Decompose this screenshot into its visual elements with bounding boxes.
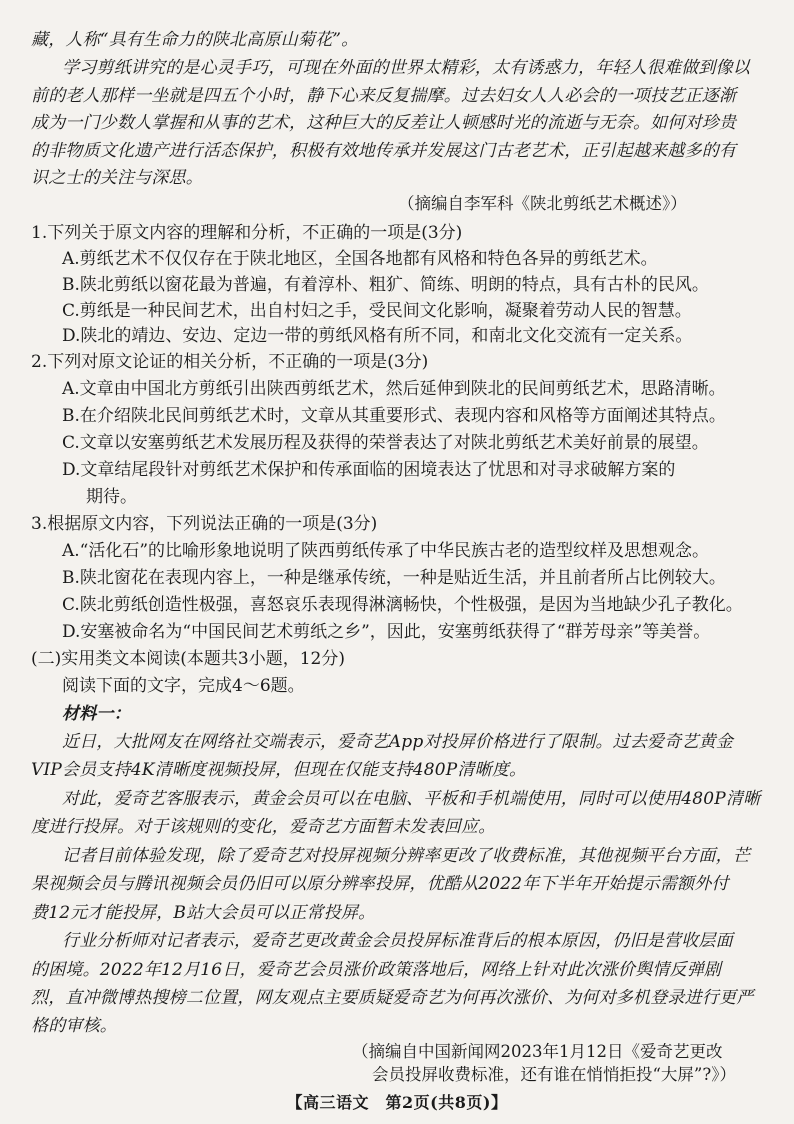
question-option: C.剪纸是一种民间艺术，出自村妇之手，受民间文化影响，凝聚着劳动人民的智慧。 [62, 301, 692, 321]
page-footer: 【高三语文 第2页(共8页)】 [286, 1093, 508, 1112]
passage-line: 的非物质文化遗产进行活态保护，积极有效地传承并发展这门古老艺术，正引起越来越多的有 [31, 141, 737, 161]
material-line: 的困境。2022年12月16日，爱奇艺会员涨价政策落地后，网络上针对此次涨价舆情反弹剧 [31, 960, 722, 980]
passage-line: 识之士的关注与深思。 [31, 168, 203, 188]
section-heading: (二)实用类文本阅读(本题共3小题，12分) [31, 649, 345, 669]
passage-source: （摘编自李军科《陕北剪纸艺术概述》） [398, 194, 687, 213]
material-line: VIP会员支持4K清晰度视频投屏，但现在仅能支持480P清晰度。 [31, 760, 527, 780]
passage-line: 前的老人那样一坐就是四五个小时，静下心来反复揣摩。过去妇女人人必会的一项技艺正逐渐 [31, 86, 737, 106]
material-label: 材料一： [62, 704, 131, 724]
passage-line: 成为一门少数人掌握和从事的艺术，这种巨大的反差让人顿感时光的流逝与无奈。如何对珍贵 [31, 113, 737, 133]
material-line: 度进行投屏。对于该规则的变化，爱奇艺方面暂未发表回应。 [31, 817, 496, 837]
material-source: 会员投屏收费标准，还有谁在悄悄拒投“大屏”?》） [372, 1065, 736, 1084]
question-stem: 3.根据原文内容，下列说法正确的一项是(3分) [31, 514, 378, 534]
question-stem: 2.下列对原文论证的相关分析，不正确的一项是(3分) [31, 352, 429, 372]
question-option: B.陕北窗花在表现内容上，一种是继承传统，一种是贴近生活，并且前者所占比例较大。 [62, 568, 726, 588]
question-option: D.安塞被命名为“中国民间艺术剪纸之乡”，因此，安塞剪纸获得了“群芳母亲”等美誉。 [62, 622, 711, 642]
question-option: D.陕北的靖边、安边、定边一带的剪纸风格有所不同，和南北文化交流有一定关系。 [62, 326, 693, 346]
material-line: 行业分析师对记者表示，爱奇艺更改黄金会员投屏标准背后的根本原因，仍旧是营收层面 [62, 931, 733, 951]
question-option: B.在介绍陕北民间剪纸艺术时，文章从其重要形式、表现内容和风格等方面阐述其特点。 [62, 406, 726, 426]
material-line: 记者目前体验发现，除了爱奇艺对投屏视频分辨率更改了收费标准，其他视频平台方面，芒 [62, 846, 750, 866]
material-source: （摘编自中国新闻网2023年1月12日《爱奇艺更改 [352, 1042, 723, 1061]
passage-line: 学习剪纸讲究的是心灵手巧，可现在外面的世界太精彩，太有诱惑力，年轻人很难做到像以 [62, 58, 750, 78]
material-line: 费12元才能投屏，B站大会员可以正常投屏。 [31, 903, 376, 923]
section-instruction: 阅读下面的文字，完成4～6题。 [62, 676, 305, 696]
question-option: C.陕北剪纸创造性极强，喜怒哀乐表现得淋漓畅快，个性极强，是因为当地缺少孔子教化。 [62, 595, 743, 615]
material-line: 近日，大批网友在网络社交端表示，爱奇艺App对投屏价格进行了限制。过去爱奇艺黄金 [62, 732, 734, 752]
question-option: A.“活化石”的比喻形象地说明了陕西剪纸传承了中华民族古老的造型纹样及思想观念。 [62, 541, 710, 561]
material-line: 格的审核。 [31, 1016, 117, 1036]
material-line: 果视频会员与腾讯视频会员仍旧可以原分辨率投屏，优酷从2022年下半年开始提示需额外付 [31, 874, 729, 894]
question-option: D.文章结尾段针对剪纸艺术保护和传承面临的困境表达了忧思和对寻求破解方案的 [62, 460, 676, 480]
material-line: 对此，爱奇艺客服表示，黄金会员可以在电脑、平板和手机端使用，同时可以使用480P清晰 [62, 789, 761, 809]
question-option: A.剪纸艺术不仅仅存在于陕北地区，全国各地都有风格和特色各异的剪纸艺术。 [62, 249, 658, 269]
question-option: A.文章由中国北方剪纸引出陕西剪纸艺术，然后延伸到陕北的民间剪纸艺术，思路清晰。 [62, 379, 726, 399]
material-line: 烈，直冲微博热搜榜二位置，网友观点主要质疑爱奇艺为何再次涨价、为何对多机登录进行更严 [31, 988, 754, 1008]
passage-line: 藏，人称“具有生命力的陕北高原山菊花”。 [31, 30, 359, 50]
question-option-continued: 期待。 [86, 487, 137, 507]
question-option: C.文章以安塞剪纸艺术发展历程及获得的荣誉表达了对陕北剪纸艺术美好前景的展望。 [62, 433, 709, 453]
question-option: B.陕北剪纸以窗花最为普遍，有着淳朴、粗犷、简练、明朗的特点，具有古朴的民风。 [62, 275, 709, 295]
question-stem: 1.下列关于原文内容的理解和分析，不正确的一项是(3分) [31, 223, 463, 243]
